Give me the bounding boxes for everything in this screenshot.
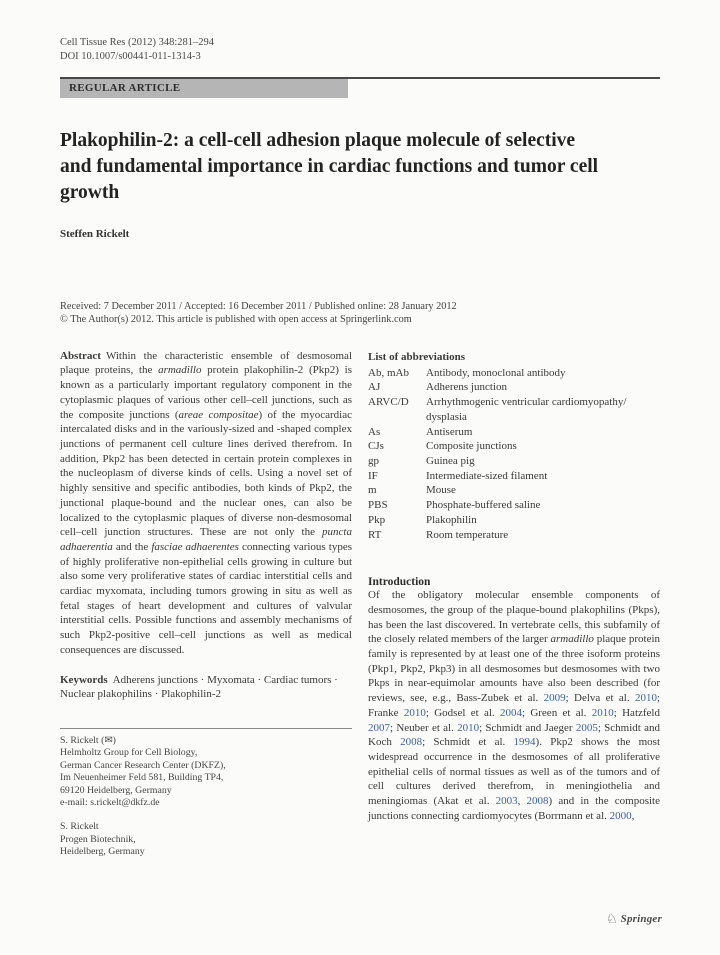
abbreviation-row xyxy=(368,513,660,528)
address-line: e-mail: s.rickelt@dkfz.de xyxy=(60,796,160,808)
journal-reference: Cell Tissue Res (2012) 348:281–294 xyxy=(60,37,215,48)
text-segment: ; Hatzfeld xyxy=(613,706,660,719)
text-segment: ) and in the composite junctions connecting cardiomyocytes (Borrmann et al. xyxy=(368,795,660,822)
correspondence-address-block xyxy=(60,747,352,809)
citation-year-link[interactable]: 2003 xyxy=(495,795,518,808)
footnote-rule xyxy=(60,728,352,729)
citation-year-link[interactable]: 2008 xyxy=(526,795,549,808)
received-accepted-line: Received: 7 December 2011 / Accepted: 16 December 2011 / Published online: 28 January 2012 xyxy=(60,300,457,312)
text-segment: ; Schmidt et al. xyxy=(422,736,514,749)
text-segment: Within the characteristic ensemble of desmosomal plaque proteins, the xyxy=(60,349,352,377)
abbreviation-term: AJ xyxy=(368,381,381,394)
citation-year-link[interactable]: 2007 xyxy=(368,721,390,734)
text-segment: ; Schmidt and Jaeger xyxy=(479,721,576,734)
text-segment: puncta adhaerentia xyxy=(60,526,352,553)
citation-year-link[interactable]: 2010 xyxy=(634,692,657,705)
abbreviation-term: As xyxy=(368,425,381,438)
abbreviation-term: ARVC/D xyxy=(368,396,409,409)
publisher-name: Springer xyxy=(620,913,662,925)
abbreviation-definition: Guinea pig xyxy=(426,454,475,467)
text-segment: ; Schmidt and Koch xyxy=(368,721,660,749)
text-segment: armadillo xyxy=(158,364,202,377)
citation-year-link[interactable]: 2010 xyxy=(457,721,480,734)
citation-year-link[interactable]: 2010 xyxy=(591,706,614,719)
right-column xyxy=(368,349,660,859)
abbreviation-row xyxy=(368,498,660,513)
citation-year-link[interactable]: 1994 xyxy=(513,736,536,749)
article-type-banner xyxy=(60,79,348,98)
text-segment: ; Godsel et al. xyxy=(425,706,500,719)
corresponding-author-line xyxy=(60,735,352,747)
second-affiliation-block xyxy=(60,821,352,858)
header-rule xyxy=(60,77,660,98)
abbreviation-row xyxy=(368,454,660,469)
address-line: Im Neuenheimer Feld 581, Building TP4, xyxy=(60,772,224,784)
abstract-label: Abstract xyxy=(60,349,101,362)
text-segment: S. Rickelt ( xyxy=(60,734,105,746)
text-segment: protein plakophilin-2 (Pkp2) is known as a particularly important regulatory component in the cytoplasmic plaques of various other cell–cell junctions, such as the composite junctions ( xyxy=(60,364,352,421)
abbreviation-row xyxy=(368,439,660,454)
text-segment: ) xyxy=(112,734,116,746)
citation-year-link[interactable]: 2008 xyxy=(400,736,423,749)
citation-year-link[interactable]: 2000 xyxy=(609,809,632,822)
abstract-text xyxy=(60,350,352,656)
text-segment: ; Green et al. xyxy=(521,706,592,719)
abbreviation-term: gp xyxy=(368,454,379,467)
abbreviation-definition: Adherens junction xyxy=(426,381,507,394)
introduction-heading: Introduction xyxy=(368,576,431,589)
springer-logo-icon: ♘ xyxy=(606,911,618,926)
abbreviation-term: IF xyxy=(368,469,378,482)
article-type-label: REGULAR ARTICLE xyxy=(69,82,181,94)
text-segment: armadillo xyxy=(550,633,594,646)
address-line: S. Rickelt xyxy=(60,821,99,833)
text-segment: connecting various types of highly proliferative non-epithelial cells growing in culture but also some very proliferative states of cardiac interstitial cells and cardiac myxomata, including tumors growing in situ as well as fetal stages of heart development and cultures of valvular interstitial cells. Possible functions and assembly mechanisms of such Pkp2-positive cell–cell junctions as well as medical consequences are discussed. xyxy=(60,540,352,656)
text-segment: and the xyxy=(112,540,152,553)
text-segment: , xyxy=(517,795,527,808)
text-segment: , xyxy=(631,809,635,822)
envelope-icon: ✉ xyxy=(104,734,113,746)
citation-year-link[interactable]: 2009 xyxy=(543,692,566,705)
citation-year-link[interactable]: 2004 xyxy=(499,706,522,719)
abbreviation-term: Pkp xyxy=(368,513,386,526)
keywords-text: Adherens junctions · Myxomata · Cardiac tumors · Nuclear plakophilins · Plakophilin-2 xyxy=(60,673,338,701)
text-segment: ). Pkp2 shows the most widespread occurrence in the desmosomes of all proliferative epithelial cells of normal tissues as well as of the tumors and of cell cultures derived therefrom, in meningiothelia and meningiomas (Akat et al. xyxy=(368,736,660,808)
abbreviation-term: RT xyxy=(368,528,382,541)
abbreviation-row xyxy=(368,380,660,395)
abbreviation-term: CJs xyxy=(368,440,384,453)
article-title: Plakophilin-2: a cell-cell adhesion plaque molecule of selective and fundamental importance in cardiac functions and tumor cell growth xyxy=(60,130,599,203)
abbreviation-term: Ab, mAb xyxy=(368,366,409,379)
abbreviation-row xyxy=(368,528,660,543)
citation-year-link[interactable]: 2005 xyxy=(575,721,598,734)
abbreviation-term: PBS xyxy=(368,499,388,512)
left-column xyxy=(60,349,352,859)
abbreviation-definition: Antibody, monoclonal antibody xyxy=(426,366,566,379)
introduction-paragraph xyxy=(368,588,660,823)
address-line: Heidelberg, Germany xyxy=(60,846,145,858)
abbreviation-row xyxy=(368,425,660,440)
abbreviation-row xyxy=(368,483,660,498)
two-column-body xyxy=(60,349,660,859)
abbreviation-definition: Composite junctions xyxy=(426,440,517,453)
doi: DOI 10.1007/s00441-011-1314-3 xyxy=(60,51,201,62)
copyright-line: © The Author(s) 2012. This article is published with open access at Springerlink.com xyxy=(60,314,412,326)
address-line: German Cancer Research Center (DKFZ), xyxy=(60,759,226,771)
text-segment: areae compositae xyxy=(178,408,259,421)
text-segment: ; Franke xyxy=(368,692,661,719)
abbreviation-definition: Intermediate-sized filament xyxy=(426,469,548,482)
publisher-footer xyxy=(606,913,662,925)
author-name: Steffen Rickelt xyxy=(60,227,130,240)
text-segment: ; Delva et al. xyxy=(565,692,635,705)
address-line: Helmholtz Group for Cell Biology, xyxy=(60,747,198,759)
text-segment: ) of the myocardiac intercalated disks and in the variously-sized and -shaped complex junctions of permanent cell culture lines derived therefrom. In addition, Pkp2 has been detected in certain protein complexes in the nucleoplasm of diverse kinds of cells. Using a novel set of highly sensitive and specific antibodies, both kinds of Pkp2, the junctional plaque-bound and the nuclear ones, can also be localized to the cytoplasmic plaques of diverse non-desmosomal cell–cell junction structures. These are not only the xyxy=(60,408,352,539)
abbreviations-heading: List of abbreviations xyxy=(368,350,465,363)
abbreviation-definition: Antiserum xyxy=(426,425,473,438)
keywords-label: Keywords xyxy=(60,673,108,686)
abbreviation-definition: Arrhythmogenic ventricular cardiomyopathy/ dysplasia xyxy=(426,396,627,423)
text-segment: fasciae adhaerentes xyxy=(151,540,239,553)
abbreviation-definition: Plakophilin xyxy=(426,513,477,526)
abbreviations-list xyxy=(368,366,660,542)
abbreviation-row xyxy=(368,395,660,424)
text-segment: Of the obligatory molecular ensemble components of desmosomes, the group of the plaque-bound plakophilins (Pkps), has been the last discovered. In vertebrate cells, this subfamily of the closely related members of the larger xyxy=(368,589,660,646)
correspondence-footnote xyxy=(60,728,352,859)
abbreviation-definition: Room temperature xyxy=(426,528,509,541)
abbreviation-row xyxy=(368,366,660,381)
address-line: Progen Biotechnik, xyxy=(60,833,136,845)
keywords-paragraph xyxy=(60,673,352,702)
citation-year-link[interactable]: 2010 xyxy=(403,706,426,719)
abbreviation-definition: Mouse xyxy=(426,484,456,497)
text-segment: plaque protein family is represented by at least one of the three isoform proteins (Pkp1, Pkp2, Pkp3) in all desmosomes but desmosomes with two Pkps in near-equimolar amounts have also been described (for reviews, see, e.g., Bass-Zubek et al. xyxy=(368,633,661,705)
abstract-paragraph xyxy=(60,349,352,658)
abbreviation-row xyxy=(368,469,660,484)
abbreviation-term: m xyxy=(368,484,377,497)
abbreviation-definition: Phosphate-buffered saline xyxy=(426,499,541,512)
text-segment: ; Neuber et al. xyxy=(390,721,458,734)
address-line: 69120 Heidelberg, Germany xyxy=(60,784,172,796)
